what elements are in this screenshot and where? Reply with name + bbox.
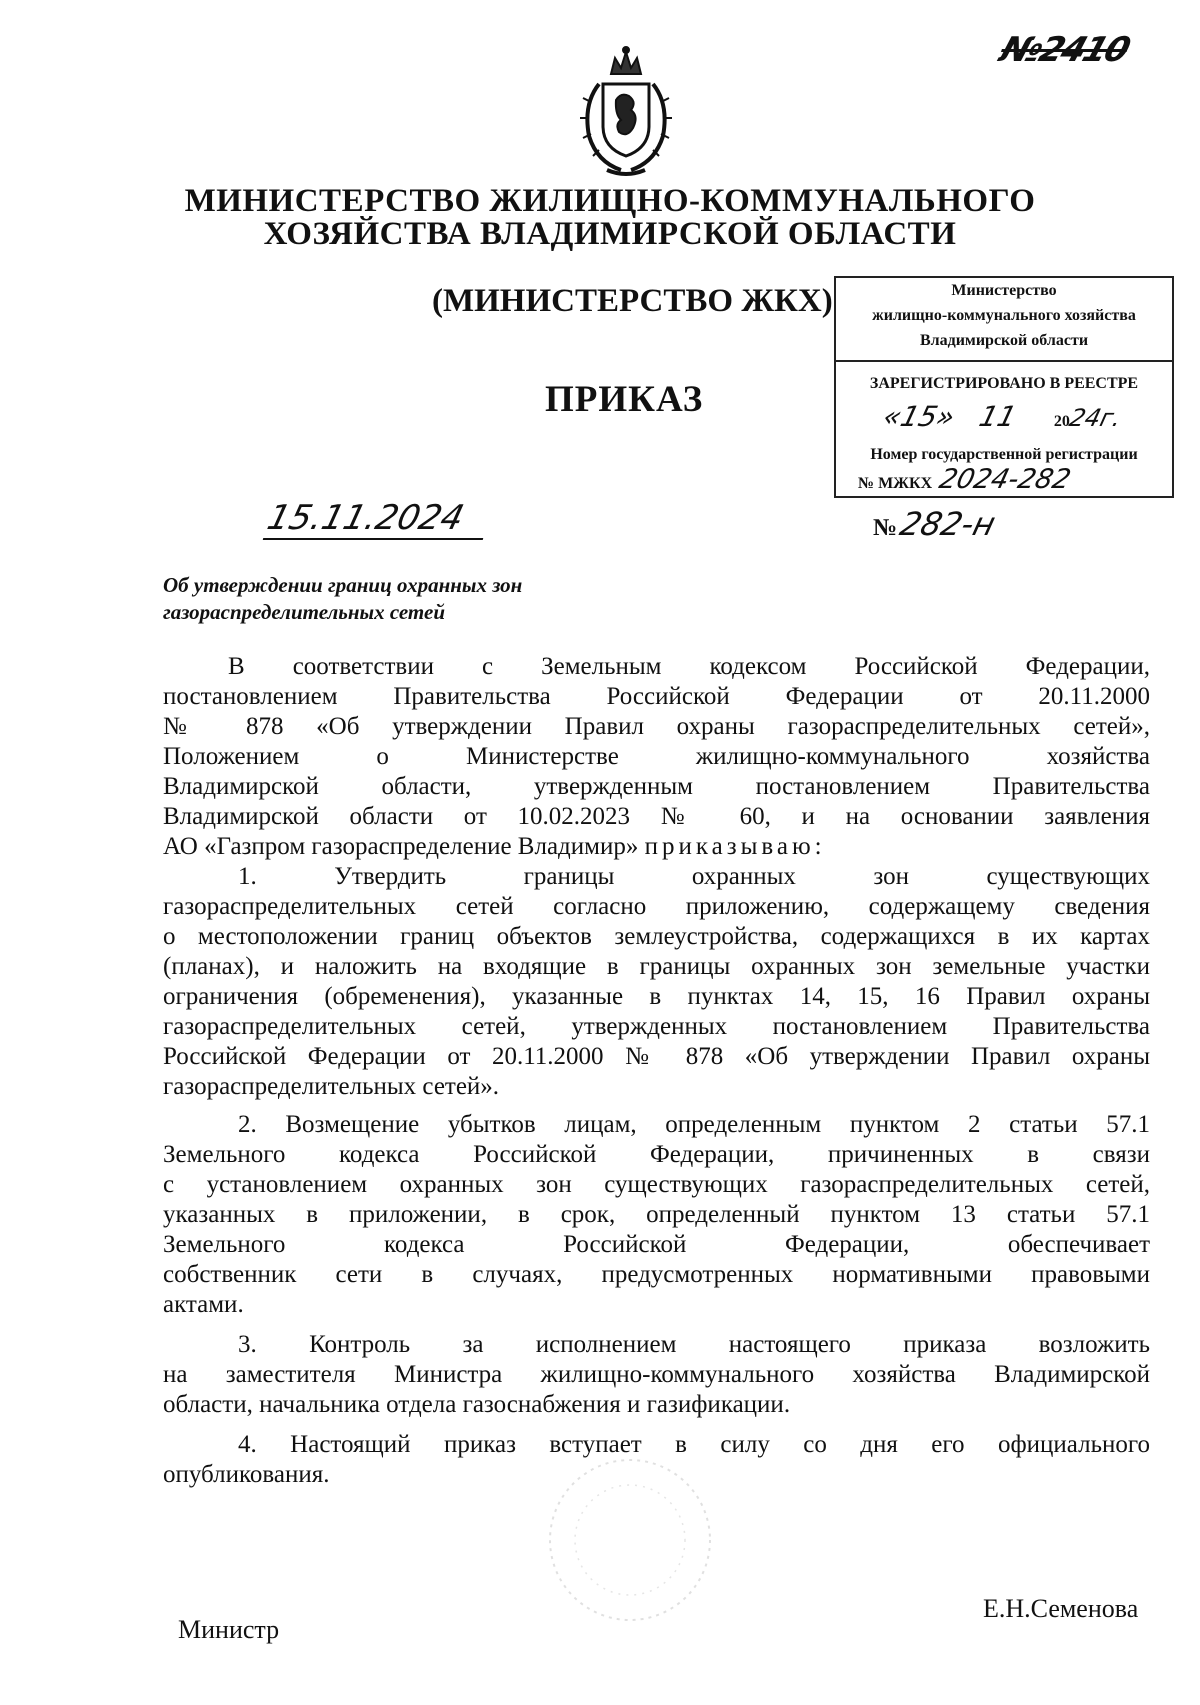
body-line: с установлением охранных зон существующих газораспределительных сетей, <box>163 1171 1150 1198</box>
stamp-org-line2: жилищно-коммунального хозяйства <box>872 307 1136 324</box>
signatory-title: Министр <box>178 1615 280 1644</box>
registration-stamp <box>834 276 1174 498</box>
stamp-date-row <box>879 400 1125 433</box>
signatory-name: Е.Н.Семенова <box>983 1594 1139 1623</box>
body-line: 2. Возмещение убытков лицам, определенным пунктом 2 статьи 57.1 <box>238 1111 1150 1138</box>
stamp-registered-label: ЗАРЕГИСТРИРОВАНО В РЕЕСТРЕ <box>869 375 1139 392</box>
body-line: о местоположении границ объектов землеустройства, содержащихся в их картах <box>163 923 1150 950</box>
body-line: (планах), и наложить на входящие в границы охранных зон земельные участки <box>163 953 1150 980</box>
order-directive-word: приказываю: <box>644 833 826 860</box>
stamp-reg-number-prefix: № МЖКХ <box>858 475 933 492</box>
body-line <box>163 832 1150 862</box>
body-line: Владимирской области, утвержденным постановлением Правительства <box>163 773 1150 800</box>
body-line: 4. Настоящий приказ вступает в силу со дня его официального <box>238 1431 1150 1458</box>
order-number-prefix: № <box>873 515 898 541</box>
stamp-divider <box>836 360 1172 362</box>
stamp-reg-number-row <box>858 464 1075 495</box>
ministry-short-name: (МИНИСТЕРСТВО ЖКХ) <box>432 283 833 319</box>
document-type-title: ПРИКАЗ <box>545 379 704 420</box>
body-line: Земельного кодекса Российской Федерации, причиненных в связи <box>163 1141 1150 1168</box>
handwritten-reference-number: №2410 <box>995 30 1134 70</box>
body-line: Владимирской области от 10.02.2023 № 60, и на основании заявления <box>163 803 1150 830</box>
body-line: 3. Контроль за исполнением настоящего приказа возложить <box>238 1331 1150 1358</box>
coat-of-arms-icon <box>571 44 681 182</box>
stamp-date-year-suffix: 24г. <box>1066 404 1125 432</box>
body-line: 1. Утвердить границы охранных зон существующих <box>238 863 1150 890</box>
body-line: ограничения (обременения), указанные в пунктах 14, 15, 16 Правил охраны <box>163 983 1150 1010</box>
body-line: собственник сети в случаях, предусмотренных нормативными правовыми <box>163 1261 1150 1288</box>
body-line: опубликования. <box>163 1461 330 1488</box>
stamp-date-month: 11 <box>976 400 1020 433</box>
body-line-text: АО «Газпром газораспределение Владимир» <box>163 833 639 860</box>
order-number-value: 282-н <box>896 505 1000 543</box>
body-line: В соответствии с Земельным кодексом Российской Федерации, <box>228 653 1150 680</box>
ministry-name-line2: ХОЗЯЙСТВА ВЛАДИМИРСКОЙ ОБЛАСТИ <box>263 216 957 252</box>
stamp-org-line1: Министерство <box>951 282 1057 299</box>
body-line: газораспределительных сетей». <box>163 1073 500 1100</box>
body-line: № 878 «Об утверждении Правил охраны газораспределительных сетей», <box>163 713 1150 740</box>
body-line: актами. <box>163 1291 244 1318</box>
stamp-date-day: «15» <box>879 400 959 433</box>
faint-seal-icon <box>520 1450 740 1630</box>
body-line: Земельного кодекса Российской Федерации, обеспечивает <box>163 1231 1150 1258</box>
stamp-reg-number-value: 2024-282 <box>936 464 1075 495</box>
body-line: газораспределительных сетей, утвержденных постановлением Правительства <box>163 1013 1150 1040</box>
body-line: постановлением Правительства Российской Федерации от 20.11.2000 <box>163 683 1150 710</box>
body-line: газораспределительных сетей согласно приложению, содержащему сведения <box>163 893 1150 920</box>
body-line: области, начальника отдела газоснабжения и газификации. <box>163 1391 791 1418</box>
stamp-date-year-prefix: 20 <box>1053 413 1070 430</box>
order-date: 15.11.2024 <box>263 498 493 540</box>
stamp-reg-number-label: Номер государственной регистрации <box>870 446 1138 463</box>
order-subject-line2: газораспределительных сетей <box>163 600 445 624</box>
body-line: указанных в приложении, в срок, определенный пунктом 13 статьи 57.1 <box>163 1201 1150 1228</box>
stamp-org-line3: Владимирской области <box>919 332 1089 349</box>
order-number-row <box>873 505 1000 543</box>
order-subject-line1: Об утверждении границ охранных зон <box>163 573 523 597</box>
ministry-name-line1: МИНИСТЕРСТВО ЖИЛИЩНО-КОММУНАЛЬНОГО <box>184 183 1036 219</box>
body-line: на заместителя Министра жилищно-коммунального хозяйства Владимирской <box>163 1361 1150 1388</box>
body-line: Российской Федерации от 20.11.2000 № 878 «Об утверждении Правил охраны <box>163 1043 1150 1070</box>
body-line: Положением о Министерстве жилищно-коммунального хозяйства <box>163 743 1150 770</box>
